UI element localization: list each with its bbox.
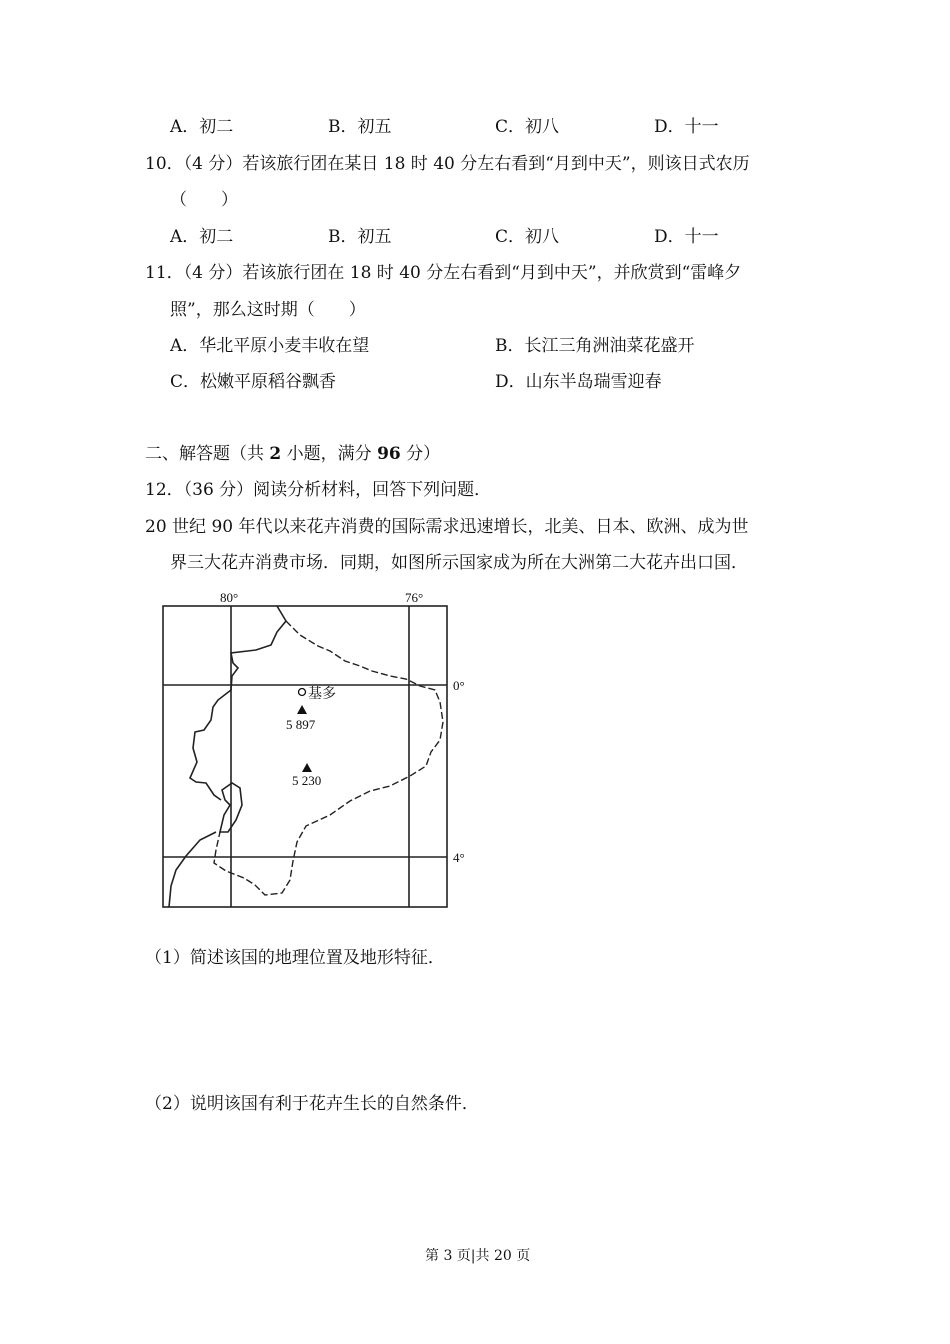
- label-lon-80: 80°: [220, 590, 239, 605]
- label-peak-1: 5 897: [286, 717, 316, 732]
- q9-option-c: C．初八: [495, 117, 560, 137]
- peak-1-icon: [297, 705, 307, 714]
- q11-option-c: C．松嫩平原稻谷飘香: [170, 372, 337, 392]
- q9-option-a: A．初二: [170, 117, 234, 137]
- section-heading: 二、解答题（共 2 小题，满分 96 分）: [145, 444, 441, 464]
- map-frame: [163, 606, 447, 907]
- coastline: [169, 606, 286, 907]
- q10-stem: 10．（4 分）若该旅行团在某日 18 时 40 分左右看到“月到中天”，则该日式农历: [145, 154, 750, 174]
- q9-option-b: B．初五: [328, 117, 392, 137]
- page-footer: 第 3 页|共 20 页: [425, 1248, 531, 1264]
- q11-option-a: A．华北平原小麦丰收在望: [170, 336, 370, 356]
- q12-sub2: （2）说明该国有利于花卉生长的自然条件．: [145, 1094, 479, 1114]
- island: [220, 783, 242, 832]
- q10-option-b: B．初五: [328, 227, 392, 247]
- q12-sub1: （1）简述该国的地理位置及地形特征．: [145, 948, 445, 968]
- label-peak-2: 5 230: [292, 773, 322, 788]
- q10-option-a: A．初二: [170, 227, 234, 247]
- label-lon-76: 76°: [405, 590, 424, 605]
- q11-option-d: D．山东半岛瑞雪迎春: [495, 372, 662, 392]
- q12-material-line2: 界三大花卉消费市场．同期，如图所示国家成为所在大洲第二大花卉出口国．: [170, 553, 748, 573]
- q11-option-b: B．长江三角洲油菜花盛开: [495, 336, 695, 356]
- q10-option-d: D．十一: [654, 227, 719, 247]
- label-lat-0: 0°: [453, 678, 465, 693]
- q12-material-line1: 20 世纪 90 年代以来花卉消费的国际需求迅速增长，北美、日本、欧洲、成为世: [145, 517, 749, 537]
- border-dashed: [214, 621, 443, 895]
- q11-stem: 11．（4 分）若该旅行团在 18 时 40 分左右看到“月到中天”，并欣赏到“雷峰夕: [145, 263, 742, 283]
- q12-stem: 12．（36 分）阅读分析材料，回答下列问题．: [145, 480, 492, 500]
- q11-stem-cont: 照”，那么这时期（ ）: [170, 300, 366, 320]
- capital-marker-icon: [299, 689, 306, 696]
- peak-2-icon: [302, 763, 312, 772]
- label-quito: 基多: [308, 687, 336, 702]
- q10-option-c: C．初八: [495, 227, 560, 247]
- label-lat-4: 4°: [453, 850, 465, 865]
- q9-option-d: D．十一: [654, 117, 719, 137]
- q10-blank: （ ）: [170, 190, 238, 210]
